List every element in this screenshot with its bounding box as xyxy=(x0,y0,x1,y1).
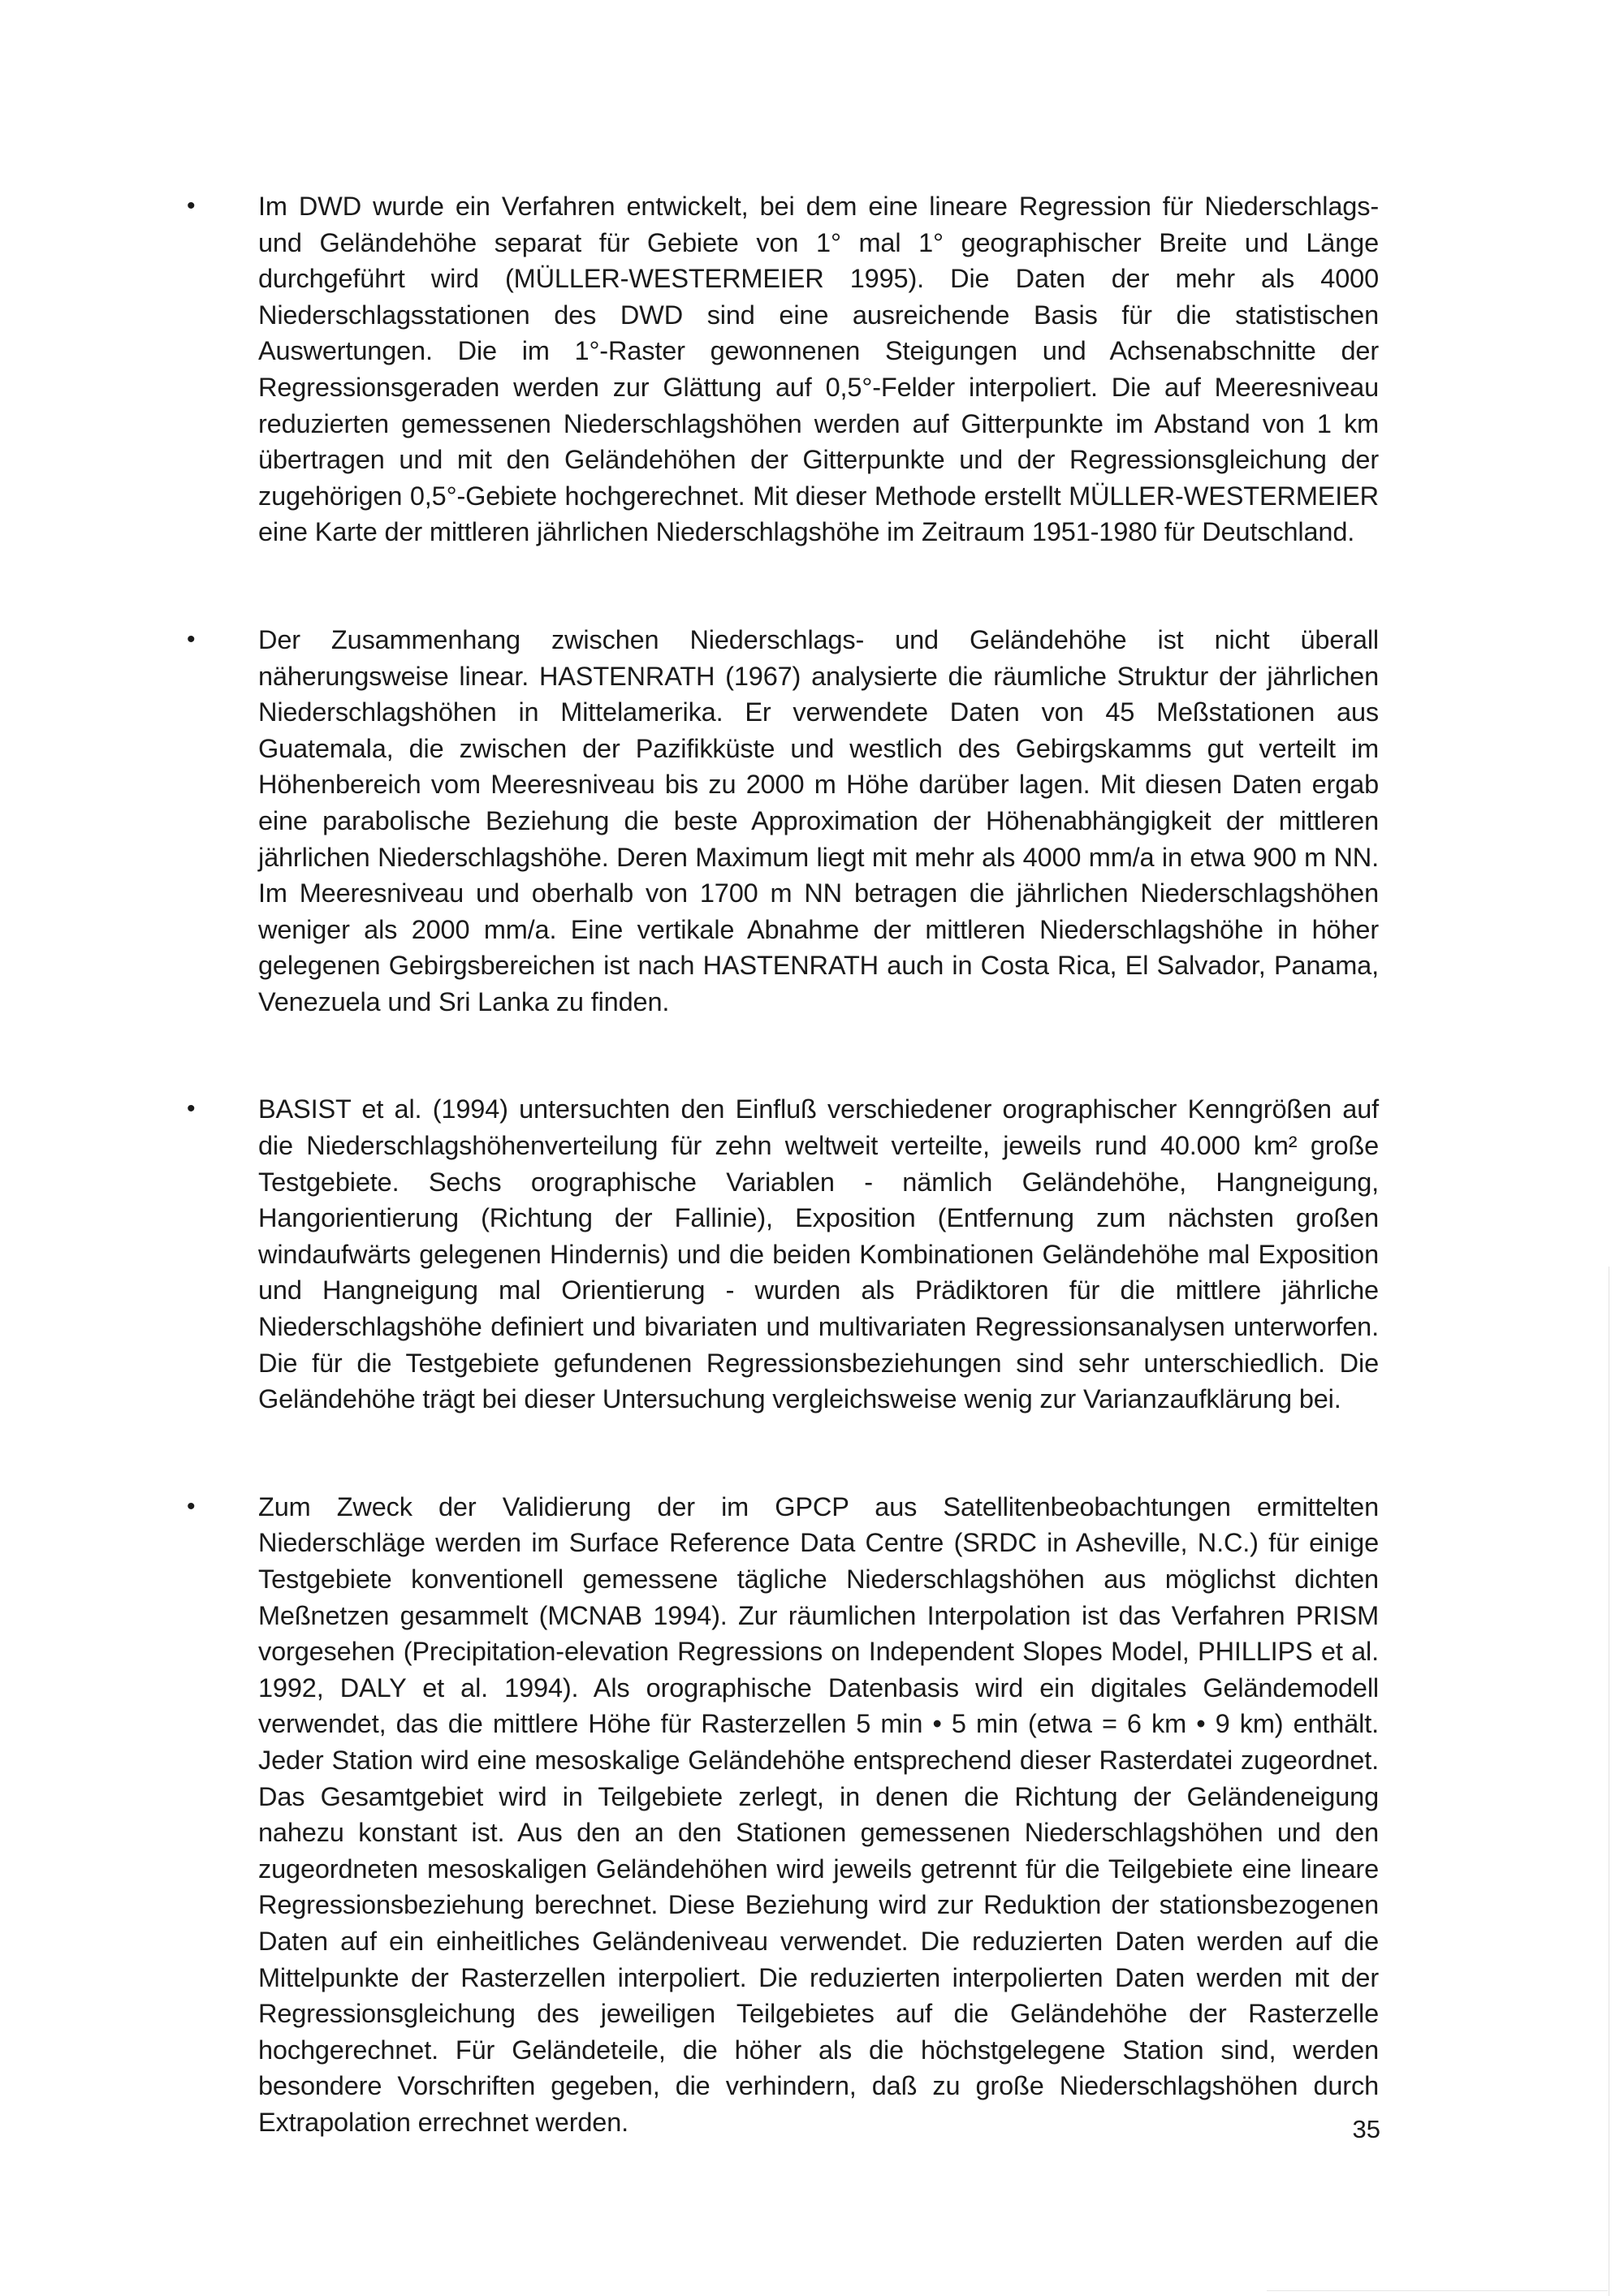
paragraph-text: Zum Zweck der Validierung der im GPCP aus Satellitenbeobachtungen ermittelten Niederschläge werden im Surface Reference Data Centre (SRDC in Asheville, N.C.) für einige Testgebiete konventionell gemessene tägliche Niederschlagshöhen aus möglichst dichten Meßnetzen gesammelt (MCNAB 1994). Zur räumlichen Interpolation ist das Verfahren PRISM vorgesehen (Precipitation-elevation Regressions on Independent Slopes Model, PHILLIPS et al. 1992, DALY et al. 1994). Als orographische Datenbasis wird ein digitales Geländemodell verwendet, das die mittlere Höhe für Rasterzellen 5 min • 5 min (etwa = 6 km • 9 km) enthält. Jeder Station wird eine mesoskalige Geländehöhe entsprechend dieser Rasterdatei zugeordnet. Das Gesamtgebiet wird in Teilgebiete zerlegt, in denen die Richtung der Geländeneigung nahezu konstant ist. Aus den an den Stationen gemessenen Niederschlagshöhen und den zugeordneten mesoskaligen Geländehöhen wird jeweils getrennt für die Teilgebiete eine lineare Regressionsbeziehung berechnet. Diese Beziehung wird zur Reduktion der stationsbezogenen Daten auf ein einheitliches Geländeniveau verwendet. Die reduzierten Daten werden auf die Mittelpunkte der Rasterzellen interpoliert. Die reduzierten interpolierten Daten werden mit der Regressionsgleichung des jeweiligen Teilgebietes auf die Geländehöhe der Rasterzelle hochgerechnet. Für Geländeteile, die höher als die höchstgelegene Station sind, werden besondere Vorschriften gegeben, die verhindern, daß zu große Niederschlagshöhen durch Extrapolation errechnet werden. xyxy=(258,1491,1379,2137)
paragraph-text: Der Zusammenhang zwischen Niederschlags- und Geländehöhe ist nicht überall näherungsweise linear. HASTENRATH (1967) analysierte die räumliche Struktur der jährlichen Niederschlagshöhen in Mittelamerika. Er verwendete Daten von 45 Meßstationen aus Guatemala, die zwischen der Pazifikküste und westlich des Gebirgskamms gut verteilt im Höhenbereich vom Meeresniveau bis zu 2000 m Höhe darüber lagen. Mit diesen Daten ergab eine parabolische Beziehung die beste Approximation der Höhenabhängigkeit der mittleren jährlichen Niederschlagshöhe. Deren Maximum liegt mit mehr als 4000 mm/a in etwa 900 m NN. Im Meeresniveau und oberhalb von 1700 m NN betragen die jährlichen Niederschlagshöhen weniger als 2000 mm/a. Eine vertikale Abnahme der mittleren Niederschlagshöhe in höher gelegenen Gebirgsbereichen ist nach HASTENRATH auch in Costa Rica, El Salvador, Panama, Venezuela und Sri Lanka zu finden. xyxy=(258,624,1379,1016)
bullet-icon: • xyxy=(187,625,196,653)
bullet-paragraph-basist xyxy=(187,1091,1379,1417)
bullet-icon: • xyxy=(187,1095,196,1123)
bullet-list xyxy=(187,188,1379,2141)
paragraph-text: BASIST et al. (1994) untersuchten den Einfluß verschiedener orographischer Kenngrößen auf die Niederschlagshöhenverteilung für zehn weltweit verteilte, jeweils rund 40.000 km² große Testgebiete. Sechs orographische Variablen - nämlich Geländehöhe, Hangneigung, Hangorientierung (Richtung der Fallinie), Exposition (Entfernung zum nächsten großen windaufwärts gelegenen Hindernis) und die beiden Kombinationen Geländehöhe mal Exposition und Hangneigung mal Orientierung - wurden als Prädiktoren für die mittlere jährliche Niederschlagshöhe definiert und bivariaten und multivariaten Regressionsanalysen unterworfen. Die für die Testgebiete gefundenen Regressionsbeziehungen sind sehr unterschiedlich. Die Geländehöhe trägt bei dieser Untersuchung vergleichsweise wenig zur Varianzaufklärung bei. xyxy=(258,1094,1379,1414)
bullet-icon: • xyxy=(187,192,196,219)
paragraph-text: Im DWD wurde ein Verfahren entwickelt, bei dem eine lineare Regression für Niederschlags- und Geländehöhe separat für Gebiete von 1° mal 1° geographischer Breite und Länge durchgeführt wird (MÜLLER-WESTERMEIER 1995). Die Daten der mehr als 4000 Niederschlagsstationen des DWD sind eine ausreichende Basis für die statistischen Auswertungen. Die im 1°-Raster gewonnenen Steigungen und Achsenabschnitte der Regressionsgeraden werden zur Glättung auf 0,5°-Felder interpoliert. Die auf Meeresniveau reduzierten gemessenen Niederschlagshöhen werden auf Gitterpunkte im Abstand von 1 km übertragen und mit den Geländehöhen der Gitterpunkte und der Regressionsgleichung der zugehörigen 0,5°-Gebiete hochgerechnet. Mit dieser Methode erstellt MÜLLER-WESTERMEIER eine Karte der mittleren jährlichen Niederschlagshöhe im Zeitraum 1951-1980 für Deutschland. xyxy=(258,192,1379,547)
scan-edge-line-bottom xyxy=(1267,2290,1608,2291)
bullet-paragraph-dwd xyxy=(187,188,1379,550)
bullet-icon: • xyxy=(187,1492,196,1520)
bullet-paragraph-hastenrath xyxy=(187,622,1379,1021)
bullet-paragraph-gpcp xyxy=(187,1489,1379,2141)
page-number: 35 xyxy=(1352,2115,1380,2143)
